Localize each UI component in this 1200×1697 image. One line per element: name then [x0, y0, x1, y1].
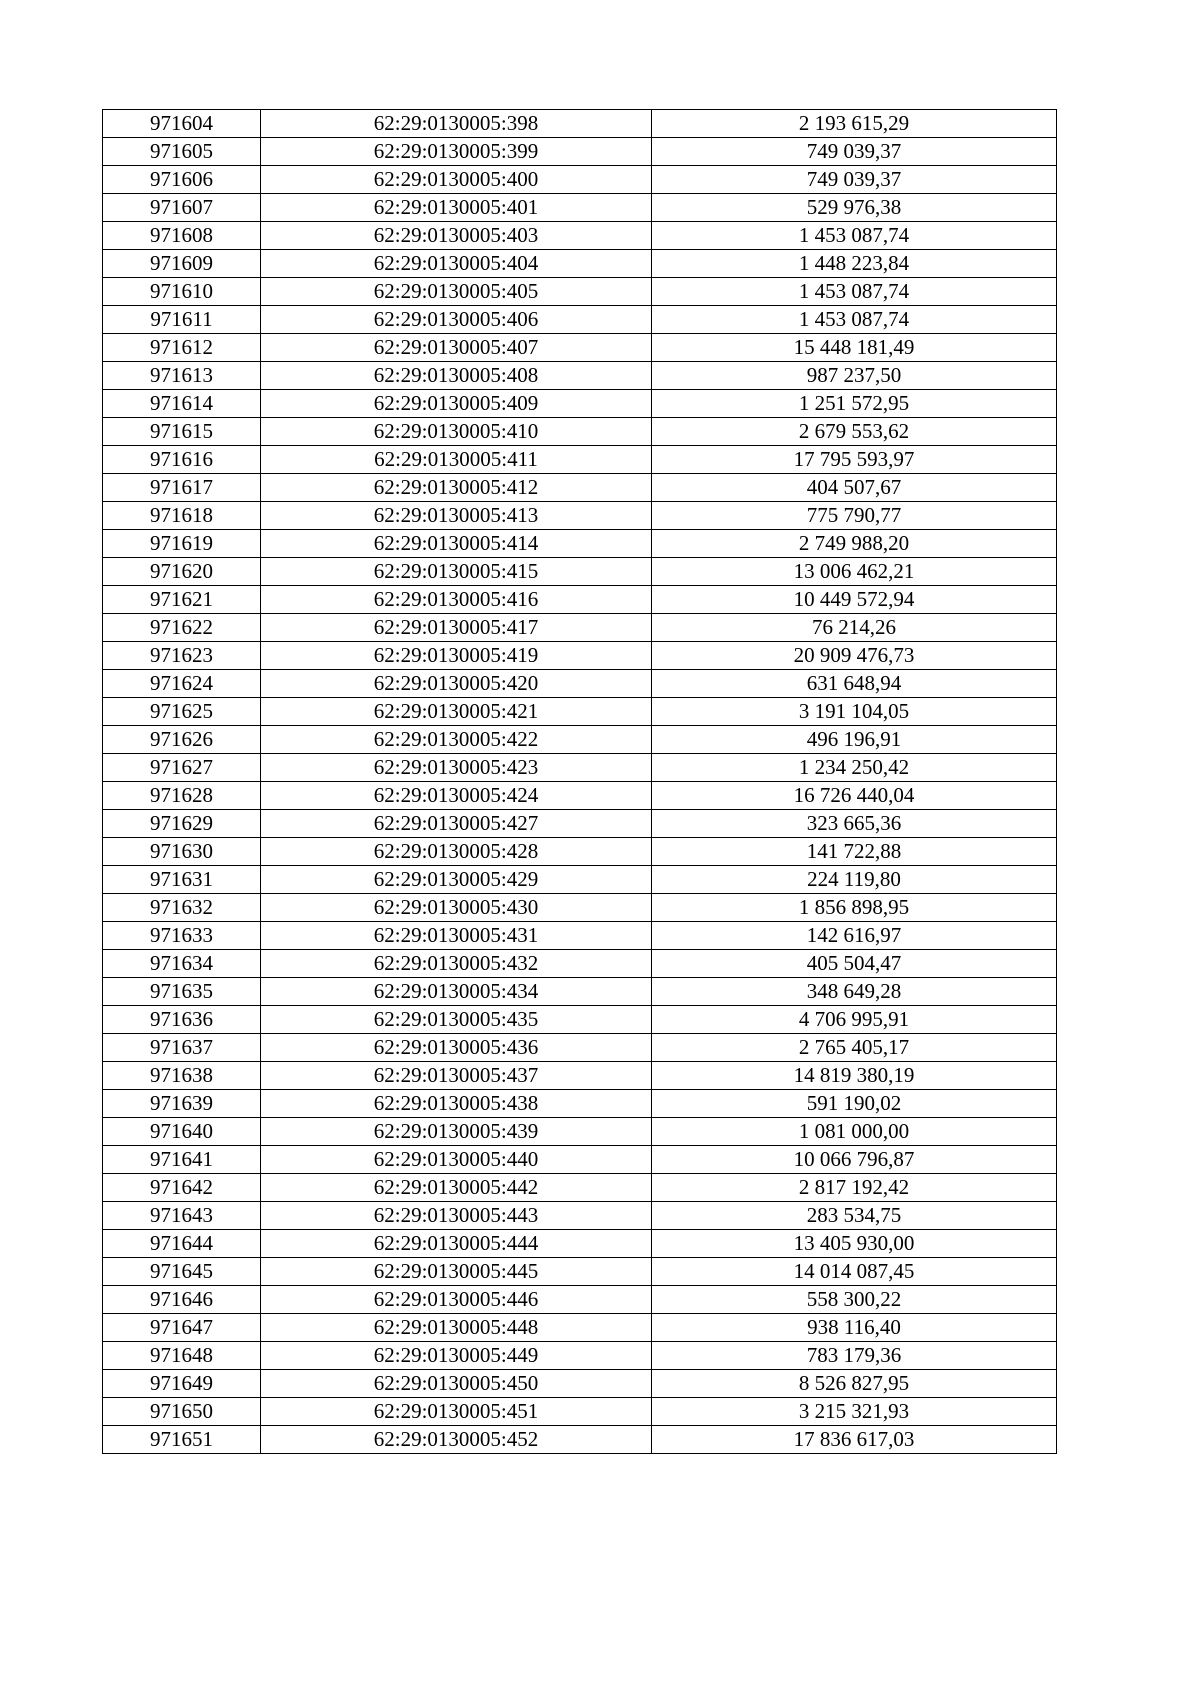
table-row — [103, 1230, 1057, 1258]
row-number-cell: 971631 — [103, 866, 261, 894]
cadastral-number-cell: 62:29:0130005:450 — [261, 1370, 652, 1398]
cadastral-value-cell: 323 665,36 — [652, 810, 1057, 838]
cadastral-value-cell: 10 449 572,94 — [652, 586, 1057, 614]
row-number-cell: 971628 — [103, 782, 261, 810]
table-row — [103, 894, 1057, 922]
table-row — [103, 670, 1057, 698]
cadastral-value-table — [102, 109, 1057, 1454]
cadastral-value-cell: 76 214,26 — [652, 614, 1057, 642]
table-row — [103, 166, 1057, 194]
table-row — [103, 1286, 1057, 1314]
cadastral-value-cell: 749 039,37 — [652, 138, 1057, 166]
cadastral-number-cell: 62:29:0130005:411 — [261, 446, 652, 474]
row-number-cell: 971636 — [103, 1006, 261, 1034]
cadastral-number-cell: 62:29:0130005:448 — [261, 1314, 652, 1342]
cadastral-number-cell: 62:29:0130005:417 — [261, 614, 652, 642]
table-row — [103, 1202, 1057, 1230]
row-number-cell: 971614 — [103, 390, 261, 418]
cadastral-number-cell: 62:29:0130005:407 — [261, 334, 652, 362]
cadastral-value-cell: 783 179,36 — [652, 1342, 1057, 1370]
cadastral-number-cell: 62:29:0130005:410 — [261, 418, 652, 446]
row-number-cell: 971612 — [103, 334, 261, 362]
cadastral-value-cell: 224 119,80 — [652, 866, 1057, 894]
row-number-cell: 971623 — [103, 642, 261, 670]
cadastral-value-cell: 405 504,47 — [652, 950, 1057, 978]
cadastral-number-cell: 62:29:0130005:415 — [261, 558, 652, 586]
cadastral-number-cell: 62:29:0130005:413 — [261, 502, 652, 530]
cadastral-value-cell: 2 817 192,42 — [652, 1174, 1057, 1202]
cadastral-value-cell: 4 706 995,91 — [652, 1006, 1057, 1034]
cadastral-value-cell: 2 765 405,17 — [652, 1034, 1057, 1062]
cadastral-number-cell: 62:29:0130005:431 — [261, 922, 652, 950]
table-row — [103, 474, 1057, 502]
table-row — [103, 1426, 1057, 1454]
cadastral-number-cell: 62:29:0130005:443 — [261, 1202, 652, 1230]
cadastral-value-cell: 2 193 615,29 — [652, 110, 1057, 138]
cadastral-value-cell: 17 836 617,03 — [652, 1426, 1057, 1454]
row-number-cell: 971633 — [103, 922, 261, 950]
row-number-cell: 971626 — [103, 726, 261, 754]
cadastral-value-cell: 13 006 462,21 — [652, 558, 1057, 586]
row-number-cell: 971607 — [103, 194, 261, 222]
cadastral-number-cell: 62:29:0130005:421 — [261, 698, 652, 726]
cadastral-value-cell: 1 453 087,74 — [652, 222, 1057, 250]
row-number-cell: 971645 — [103, 1258, 261, 1286]
cadastral-value-cell: 749 039,37 — [652, 166, 1057, 194]
table-row — [103, 978, 1057, 1006]
row-number-cell: 971644 — [103, 1230, 261, 1258]
cadastral-value-cell: 16 726 440,04 — [652, 782, 1057, 810]
cadastral-number-cell: 62:29:0130005:444 — [261, 1230, 652, 1258]
cadastral-number-cell: 62:29:0130005:451 — [261, 1398, 652, 1426]
cadastral-value-cell: 558 300,22 — [652, 1286, 1057, 1314]
cadastral-number-cell: 62:29:0130005:420 — [261, 670, 652, 698]
cadastral-number-cell: 62:29:0130005:414 — [261, 530, 652, 558]
row-number-cell: 971651 — [103, 1426, 261, 1454]
cadastral-number-cell: 62:29:0130005:408 — [261, 362, 652, 390]
cadastral-value-cell: 2 749 988,20 — [652, 530, 1057, 558]
cadastral-value-cell: 404 507,67 — [652, 474, 1057, 502]
table-row — [103, 838, 1057, 866]
table-row — [103, 586, 1057, 614]
cadastral-number-cell: 62:29:0130005:401 — [261, 194, 652, 222]
table-row — [103, 1342, 1057, 1370]
table-row — [103, 250, 1057, 278]
table-row — [103, 1370, 1057, 1398]
table-row — [103, 1258, 1057, 1286]
row-number-cell: 971629 — [103, 810, 261, 838]
cadastral-value-cell: 20 909 476,73 — [652, 642, 1057, 670]
cadastral-value-cell: 1 448 223,84 — [652, 250, 1057, 278]
row-number-cell: 971634 — [103, 950, 261, 978]
table-body — [103, 110, 1057, 1454]
table-row — [103, 502, 1057, 530]
cadastral-number-cell: 62:29:0130005:429 — [261, 866, 652, 894]
row-number-cell: 971648 — [103, 1342, 261, 1370]
cadastral-number-cell: 62:29:0130005:400 — [261, 166, 652, 194]
table-row — [103, 306, 1057, 334]
table-row — [103, 418, 1057, 446]
cadastral-value-cell: 142 616,97 — [652, 922, 1057, 950]
cadastral-number-cell: 62:29:0130005:405 — [261, 278, 652, 306]
table-row — [103, 138, 1057, 166]
cadastral-value-cell: 1 856 898,95 — [652, 894, 1057, 922]
row-number-cell: 971632 — [103, 894, 261, 922]
cadastral-number-cell: 62:29:0130005:452 — [261, 1426, 652, 1454]
cadastral-value-cell: 141 722,88 — [652, 838, 1057, 866]
row-number-cell: 971627 — [103, 754, 261, 782]
row-number-cell: 971605 — [103, 138, 261, 166]
cadastral-number-cell: 62:29:0130005:404 — [261, 250, 652, 278]
cadastral-number-cell: 62:29:0130005:440 — [261, 1146, 652, 1174]
table-row — [103, 1034, 1057, 1062]
row-number-cell: 971617 — [103, 474, 261, 502]
cadastral-value-cell: 8 526 827,95 — [652, 1370, 1057, 1398]
cadastral-value-cell: 15 448 181,49 — [652, 334, 1057, 362]
row-number-cell: 971637 — [103, 1034, 261, 1062]
row-number-cell: 971610 — [103, 278, 261, 306]
cadastral-value-cell: 17 795 593,97 — [652, 446, 1057, 474]
cadastral-number-cell: 62:29:0130005:427 — [261, 810, 652, 838]
row-number-cell: 971606 — [103, 166, 261, 194]
cadastral-value-cell: 591 190,02 — [652, 1090, 1057, 1118]
row-number-cell: 971625 — [103, 698, 261, 726]
table-row — [103, 1090, 1057, 1118]
cadastral-number-cell: 62:29:0130005:419 — [261, 642, 652, 670]
cadastral-value-cell: 14 014 087,45 — [652, 1258, 1057, 1286]
table-row — [103, 950, 1057, 978]
table-row — [103, 866, 1057, 894]
table-row — [103, 362, 1057, 390]
row-number-cell: 971618 — [103, 502, 261, 530]
row-number-cell: 971641 — [103, 1146, 261, 1174]
cadastral-value-cell: 938 116,40 — [652, 1314, 1057, 1342]
cadastral-value-cell: 1 251 572,95 — [652, 390, 1057, 418]
cadastral-number-cell: 62:29:0130005:422 — [261, 726, 652, 754]
cadastral-number-cell: 62:29:0130005:430 — [261, 894, 652, 922]
cadastral-number-cell: 62:29:0130005:406 — [261, 306, 652, 334]
row-number-cell: 971635 — [103, 978, 261, 1006]
table-row — [103, 1118, 1057, 1146]
table-row — [103, 754, 1057, 782]
cadastral-number-cell: 62:29:0130005:437 — [261, 1062, 652, 1090]
cadastral-value-cell: 283 534,75 — [652, 1202, 1057, 1230]
cadastral-value-cell: 775 790,77 — [652, 502, 1057, 530]
table-row — [103, 194, 1057, 222]
table-row — [103, 1174, 1057, 1202]
row-number-cell: 971622 — [103, 614, 261, 642]
table-row — [103, 614, 1057, 642]
table-row — [103, 110, 1057, 138]
cadastral-value-cell: 2 679 553,62 — [652, 418, 1057, 446]
table-row — [103, 1398, 1057, 1426]
table-row — [103, 810, 1057, 838]
cadastral-value-cell: 10 066 796,87 — [652, 1146, 1057, 1174]
row-number-cell: 971642 — [103, 1174, 261, 1202]
table-row — [103, 698, 1057, 726]
cadastral-value-cell: 496 196,91 — [652, 726, 1057, 754]
row-number-cell: 971639 — [103, 1090, 261, 1118]
row-number-cell: 971647 — [103, 1314, 261, 1342]
cadastral-number-cell: 62:29:0130005:434 — [261, 978, 652, 1006]
row-number-cell: 971611 — [103, 306, 261, 334]
cadastral-number-cell: 62:29:0130005:428 — [261, 838, 652, 866]
cadastral-value-cell: 987 237,50 — [652, 362, 1057, 390]
row-number-cell: 971621 — [103, 586, 261, 614]
cadastral-number-cell: 62:29:0130005:442 — [261, 1174, 652, 1202]
cadastral-number-cell: 62:29:0130005:398 — [261, 110, 652, 138]
row-number-cell: 971650 — [103, 1398, 261, 1426]
cadastral-number-cell: 62:29:0130005:438 — [261, 1090, 652, 1118]
cadastral-number-cell: 62:29:0130005:446 — [261, 1286, 652, 1314]
table-row — [103, 558, 1057, 586]
cadastral-number-cell: 62:29:0130005:435 — [261, 1006, 652, 1034]
row-number-cell: 971619 — [103, 530, 261, 558]
cadastral-value-cell: 13 405 930,00 — [652, 1230, 1057, 1258]
table-row — [103, 334, 1057, 362]
row-number-cell: 971616 — [103, 446, 261, 474]
table-row — [103, 278, 1057, 306]
table-row — [103, 922, 1057, 950]
table-row — [103, 1146, 1057, 1174]
table-row — [103, 530, 1057, 558]
cadastral-number-cell: 62:29:0130005:424 — [261, 782, 652, 810]
cadastral-value-cell: 1 453 087,74 — [652, 306, 1057, 334]
table-row — [103, 642, 1057, 670]
cadastral-number-cell: 62:29:0130005:409 — [261, 390, 652, 418]
row-number-cell: 971649 — [103, 1370, 261, 1398]
cadastral-number-cell: 62:29:0130005:412 — [261, 474, 652, 502]
cadastral-value-cell: 3 191 104,05 — [652, 698, 1057, 726]
cadastral-number-cell: 62:29:0130005:432 — [261, 950, 652, 978]
cadastral-number-cell: 62:29:0130005:399 — [261, 138, 652, 166]
table-row — [103, 446, 1057, 474]
cadastral-number-cell: 62:29:0130005:423 — [261, 754, 652, 782]
cadastral-value-cell: 529 976,38 — [652, 194, 1057, 222]
cadastral-value-cell: 631 648,94 — [652, 670, 1057, 698]
row-number-cell: 971608 — [103, 222, 261, 250]
cadastral-number-cell: 62:29:0130005:449 — [261, 1342, 652, 1370]
cadastral-value-cell: 348 649,28 — [652, 978, 1057, 1006]
cadastral-number-cell: 62:29:0130005:439 — [261, 1118, 652, 1146]
row-number-cell: 971638 — [103, 1062, 261, 1090]
row-number-cell: 971604 — [103, 110, 261, 138]
row-number-cell: 971630 — [103, 838, 261, 866]
cadastral-number-cell: 62:29:0130005:436 — [261, 1034, 652, 1062]
table-row — [103, 1062, 1057, 1090]
row-number-cell: 971609 — [103, 250, 261, 278]
row-number-cell: 971620 — [103, 558, 261, 586]
cadastral-number-cell: 62:29:0130005:403 — [261, 222, 652, 250]
row-number-cell: 971615 — [103, 418, 261, 446]
cadastral-number-cell: 62:29:0130005:445 — [261, 1258, 652, 1286]
row-number-cell: 971643 — [103, 1202, 261, 1230]
row-number-cell: 971624 — [103, 670, 261, 698]
cadastral-value-cell: 14 819 380,19 — [652, 1062, 1057, 1090]
table-row — [103, 1314, 1057, 1342]
cadastral-number-cell: 62:29:0130005:416 — [261, 586, 652, 614]
row-number-cell: 971646 — [103, 1286, 261, 1314]
cadastral-value-cell: 3 215 321,93 — [652, 1398, 1057, 1426]
table-row — [103, 782, 1057, 810]
table-row — [103, 726, 1057, 754]
table-row — [103, 222, 1057, 250]
cadastral-value-cell: 1 453 087,74 — [652, 278, 1057, 306]
row-number-cell: 971640 — [103, 1118, 261, 1146]
row-number-cell: 971613 — [103, 362, 261, 390]
table-row — [103, 1006, 1057, 1034]
cadastral-value-cell: 1 234 250,42 — [652, 754, 1057, 782]
cadastral-value-cell: 1 081 000,00 — [652, 1118, 1057, 1146]
table-row — [103, 390, 1057, 418]
